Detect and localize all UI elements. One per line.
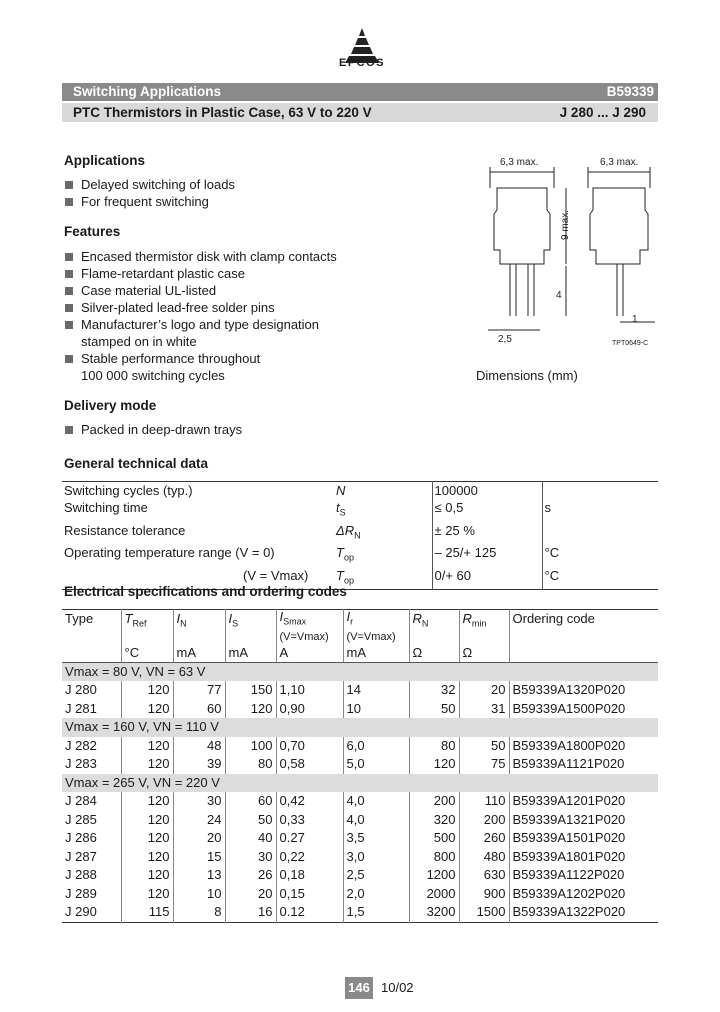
table-cell: 75 bbox=[459, 755, 509, 774]
table-row bbox=[62, 700, 658, 719]
table-cell: B59339A1201P020 bbox=[509, 792, 658, 811]
delivery-list bbox=[64, 421, 424, 438]
general-heading: General technical data bbox=[64, 456, 209, 471]
part-number: B59339 bbox=[606, 84, 654, 99]
table-cell: 50 bbox=[225, 811, 276, 830]
table-cell: 120 bbox=[121, 755, 173, 774]
width1-label: 6,3 max. bbox=[500, 157, 539, 168]
table-cell: 2,0 bbox=[343, 885, 409, 904]
table-cell: 0,90 bbox=[276, 700, 343, 719]
list-item: Flame-retardant plastic case bbox=[64, 265, 424, 282]
table-cell: 32 bbox=[409, 681, 459, 700]
table-cell: 1,5 bbox=[343, 903, 409, 922]
column-header bbox=[173, 610, 225, 644]
param-symbol bbox=[334, 567, 432, 590]
table-cell: 500 bbox=[409, 829, 459, 848]
table-row bbox=[62, 499, 658, 522]
table-cell: B59339A1322P020 bbox=[509, 903, 658, 922]
column-symbol: I bbox=[176, 611, 181, 626]
category-bar bbox=[62, 83, 658, 101]
table-cell: 200 bbox=[409, 792, 459, 811]
column-unit: Ω bbox=[459, 644, 509, 663]
table-cell: 14 bbox=[343, 681, 409, 700]
column-symbol: I bbox=[346, 609, 351, 624]
table-cell: 120 bbox=[121, 811, 173, 830]
applications-heading: Applications bbox=[64, 153, 146, 168]
symbol: T bbox=[336, 545, 344, 561]
column-symbol: Type bbox=[65, 611, 94, 626]
table-cell: J 289 bbox=[65, 885, 97, 901]
symbol-subscript: op bbox=[343, 552, 354, 563]
dimension-drawing bbox=[470, 150, 670, 370]
table-cell: 10 bbox=[343, 700, 409, 719]
table-cell: B59339A1801P020 bbox=[509, 848, 658, 867]
table-cell: 10 bbox=[173, 885, 225, 904]
table-cell: 4,0 bbox=[343, 792, 409, 811]
table-cell: 120 bbox=[121, 866, 173, 885]
column-header bbox=[121, 610, 173, 644]
lead-length-label: 4 bbox=[556, 290, 562, 301]
table-cell: 50 bbox=[409, 700, 459, 719]
column-unit: °C bbox=[121, 644, 173, 663]
list-item: Delayed switching of loads bbox=[64, 176, 424, 193]
table-cell: 60 bbox=[173, 700, 225, 719]
table-cell: B59339A1500P020 bbox=[509, 700, 658, 719]
table-cell: 120 bbox=[121, 848, 173, 867]
dimensions-caption: Dimensions (mm) bbox=[476, 368, 578, 383]
param-label: Operating temperature range (V = 0) bbox=[64, 545, 275, 561]
type-range: J 280 ... J 290 bbox=[559, 105, 646, 120]
table-cell: 630 bbox=[459, 866, 509, 885]
table-cell: 40 bbox=[225, 829, 276, 848]
list-item: Packed in deep-drawn trays bbox=[64, 421, 424, 438]
column-symbol: R bbox=[412, 611, 422, 626]
table-cell: B59339A1121P020 bbox=[509, 755, 658, 774]
electrical-table bbox=[62, 609, 658, 923]
param-unit: s bbox=[542, 499, 658, 522]
list-item: Case material UL-listed bbox=[64, 282, 424, 299]
symbol: N bbox=[336, 483, 346, 498]
table-cell: J 284 bbox=[65, 793, 97, 809]
table-cell: B59339A1320P020 bbox=[509, 681, 658, 700]
features-list bbox=[64, 248, 424, 384]
table-row bbox=[62, 811, 658, 830]
table-row bbox=[62, 885, 658, 904]
param-unit bbox=[542, 522, 658, 545]
table-cell: B59339A1800P020 bbox=[509, 737, 658, 756]
table-cell: 50 bbox=[459, 737, 509, 756]
table-cell: 5,0 bbox=[343, 755, 409, 774]
table-cell: 3,5 bbox=[343, 829, 409, 848]
column-unit: A bbox=[276, 644, 343, 663]
table-cell: J 285 bbox=[65, 811, 97, 827]
symbol: ΔR bbox=[336, 522, 355, 538]
table-cell: 320 bbox=[409, 811, 459, 830]
table-cell: 0,15 bbox=[276, 885, 343, 904]
table-cell: 6,0 bbox=[343, 737, 409, 756]
column-subscript: N bbox=[180, 618, 187, 629]
table-cell: 3,0 bbox=[343, 848, 409, 867]
table-cell: 48 bbox=[173, 737, 225, 756]
table-cell: 4,0 bbox=[343, 811, 409, 830]
column-subscript: N bbox=[421, 618, 429, 629]
symbol-subscript: N bbox=[354, 530, 361, 541]
table-row bbox=[62, 737, 658, 756]
table-cell: 0,42 bbox=[276, 792, 343, 811]
column-header bbox=[409, 610, 459, 644]
table-row bbox=[62, 792, 658, 811]
table-cell: 1,10 bbox=[276, 681, 343, 700]
table-cell: 26 bbox=[225, 866, 276, 885]
table-cell: 0,70 bbox=[276, 737, 343, 756]
table-cell: J 288 bbox=[65, 867, 97, 883]
param-unit bbox=[542, 482, 658, 500]
list-item-continuation: 100 000 switching cycles bbox=[81, 368, 225, 383]
param-label: (V = Vmax) bbox=[243, 567, 309, 583]
param-value: ≤ 0,5 bbox=[432, 499, 542, 522]
table-cell: 2,5 bbox=[343, 866, 409, 885]
table-cell: B59339A1202P020 bbox=[509, 885, 658, 904]
table-cell: 15 bbox=[173, 848, 225, 867]
column-unit bbox=[62, 644, 121, 663]
table-cell: 800 bbox=[409, 848, 459, 867]
symbol-subscript: op bbox=[343, 575, 354, 586]
table-cell: 20 bbox=[225, 885, 276, 904]
param-label: Switching cycles (typ.) bbox=[64, 483, 193, 498]
table-cell: 2000 bbox=[409, 885, 459, 904]
param-symbol bbox=[334, 482, 432, 500]
table-row bbox=[62, 755, 658, 774]
table-cell: 80 bbox=[409, 737, 459, 756]
param-value: ± 25 % bbox=[432, 522, 542, 545]
list-item-continuation: stamped on in white bbox=[81, 334, 197, 349]
table-cell: 1200 bbox=[409, 866, 459, 885]
table-cell: 8 bbox=[173, 903, 225, 922]
column-header bbox=[225, 610, 276, 644]
group-row bbox=[62, 774, 658, 793]
table-cell: 30 bbox=[225, 848, 276, 867]
column-header bbox=[509, 610, 658, 644]
table-cell: J 286 bbox=[65, 830, 97, 846]
param-value: 100000 bbox=[432, 482, 542, 500]
param-symbol bbox=[334, 499, 432, 522]
group-row bbox=[62, 718, 658, 737]
table-cell: 115 bbox=[121, 903, 173, 922]
column-subscript: min bbox=[471, 618, 487, 629]
symbol: T bbox=[336, 567, 344, 583]
param-value: 0/+ 60 bbox=[432, 567, 542, 590]
column-subscript: Smax bbox=[283, 616, 307, 627]
table-cell: 110 bbox=[459, 792, 509, 811]
table-cell: 20 bbox=[173, 829, 225, 848]
table-cell: 80 bbox=[225, 755, 276, 774]
table-cell: 0,33 bbox=[276, 811, 343, 830]
table-cell: J 290 bbox=[65, 904, 97, 920]
column-header bbox=[343, 610, 409, 644]
table-cell: 120 bbox=[225, 700, 276, 719]
title-bar bbox=[62, 103, 658, 122]
group-label: Vmax = 80 V, VN = 63 V bbox=[62, 662, 658, 681]
column-symbol: R bbox=[462, 611, 472, 626]
param-unit: °C bbox=[542, 544, 658, 567]
list-item: Silver-plated lead-free solder pins bbox=[64, 299, 424, 316]
table-cell: 120 bbox=[121, 885, 173, 904]
param-unit: °C bbox=[542, 567, 658, 590]
param-label: Switching time bbox=[64, 500, 148, 515]
table-cell: 200 bbox=[459, 811, 509, 830]
table-cell: 120 bbox=[121, 700, 173, 719]
table-cell: 260 bbox=[459, 829, 509, 848]
table-cell: 60 bbox=[225, 792, 276, 811]
table-cell: B59339A1122P020 bbox=[509, 866, 658, 885]
table-cell: 120 bbox=[121, 792, 173, 811]
table-cell: J 280 bbox=[65, 682, 97, 698]
brand-name: EPCOS bbox=[338, 57, 385, 69]
table-cell: 0.12 bbox=[276, 903, 343, 922]
category-title: Switching Applications bbox=[73, 84, 222, 99]
column-symbol: I bbox=[279, 609, 284, 624]
column-unit bbox=[509, 644, 658, 663]
electrical-heading: Electrical specifications and ordering codes bbox=[64, 584, 347, 599]
delivery-heading: Delivery mode bbox=[64, 398, 157, 413]
table-cell: 120 bbox=[121, 681, 173, 700]
lead-width-label: 1 bbox=[632, 314, 638, 325]
table-cell: 0,58 bbox=[276, 755, 343, 774]
table-row bbox=[62, 848, 658, 867]
product-title: PTC Thermistors in Plastic Case, 63 V to 220 V bbox=[73, 105, 372, 120]
table-cell: B59339A1501P020 bbox=[509, 829, 658, 848]
column-header bbox=[459, 610, 509, 644]
param-value: – 25/+ 125 bbox=[432, 544, 542, 567]
table-cell: J 282 bbox=[65, 737, 97, 753]
table-cell: 100 bbox=[225, 737, 276, 756]
table-cell: 13 bbox=[173, 866, 225, 885]
list-item: Stable performance throughout bbox=[64, 350, 424, 367]
table-cell: 3200 bbox=[409, 903, 459, 922]
unit-row bbox=[62, 644, 658, 663]
table-cell: 0.27 bbox=[276, 829, 343, 848]
table-cell: J 281 bbox=[65, 700, 97, 716]
table-cell: 39 bbox=[173, 755, 225, 774]
param-label: Resistance tolerance bbox=[64, 522, 186, 538]
table-cell: 120 bbox=[409, 755, 459, 774]
table-row bbox=[62, 866, 658, 885]
table-row bbox=[62, 482, 658, 500]
column-unit: Ω bbox=[409, 644, 459, 663]
table-row bbox=[62, 829, 658, 848]
column-symbol: I bbox=[228, 611, 233, 626]
table-cell: 0,18 bbox=[276, 866, 343, 885]
column-subscript: Ref bbox=[132, 618, 147, 629]
width2-label: 6,3 max. bbox=[600, 157, 639, 168]
header-row bbox=[62, 610, 658, 644]
column-note: (V=Vmax) bbox=[346, 630, 396, 643]
features-heading: Features bbox=[64, 224, 121, 239]
table-row bbox=[62, 522, 658, 545]
column-note: (V=Vmax) bbox=[279, 630, 329, 643]
table-cell: 150 bbox=[225, 681, 276, 700]
list-item: For frequent switching bbox=[64, 193, 424, 210]
table-cell: 30 bbox=[173, 792, 225, 811]
group-label: Vmax = 265 V, VN = 220 V bbox=[62, 774, 658, 793]
column-unit: mA bbox=[173, 644, 225, 663]
column-subscript: r bbox=[350, 616, 354, 627]
column-unit: mA bbox=[343, 644, 409, 663]
page-date: 10/02 bbox=[381, 980, 414, 995]
table-cell: J 287 bbox=[65, 848, 97, 864]
table-cell: 1500 bbox=[459, 903, 509, 922]
group-row bbox=[62, 662, 658, 681]
table-cell: 77 bbox=[173, 681, 225, 700]
table-cell: 0,22 bbox=[276, 848, 343, 867]
param-symbol bbox=[334, 544, 432, 567]
table-row bbox=[62, 544, 658, 567]
list-item: Encased thermistor disk with clamp contacts bbox=[64, 248, 424, 265]
list-item: Manufacturer’s logo and type designation bbox=[64, 316, 424, 333]
table-cell: 16 bbox=[225, 903, 276, 922]
column-header bbox=[62, 610, 121, 644]
drawing-ref: TPT0649-C bbox=[612, 340, 649, 347]
page-number: 146 bbox=[345, 977, 373, 999]
table-cell: J 283 bbox=[65, 756, 97, 772]
general-table bbox=[62, 481, 658, 590]
table-cell: B59339A1321P020 bbox=[509, 811, 658, 830]
column-symbol: T bbox=[124, 611, 133, 626]
column-unit: mA bbox=[225, 644, 276, 663]
applications-list bbox=[64, 176, 424, 210]
table-cell: 20 bbox=[459, 681, 509, 700]
table-row bbox=[62, 903, 658, 922]
pitch-label: 2,5 bbox=[498, 334, 512, 345]
table-cell: 480 bbox=[459, 848, 509, 867]
table-cell: 31 bbox=[459, 700, 509, 719]
table-cell: 900 bbox=[459, 885, 509, 904]
table-cell: 120 bbox=[121, 737, 173, 756]
column-subscript: S bbox=[232, 618, 239, 629]
param-symbol bbox=[334, 522, 432, 545]
height-label: 9 max. bbox=[560, 209, 571, 240]
table-cell: 24 bbox=[173, 811, 225, 830]
column-symbol: Ordering code bbox=[512, 611, 595, 626]
table-cell: 120 bbox=[121, 829, 173, 848]
symbol: t bbox=[336, 500, 340, 515]
table-row bbox=[62, 681, 658, 700]
column-header bbox=[276, 610, 343, 644]
group-label: Vmax = 160 V, VN = 110 V bbox=[62, 718, 658, 737]
symbol-subscript: S bbox=[339, 507, 346, 518]
